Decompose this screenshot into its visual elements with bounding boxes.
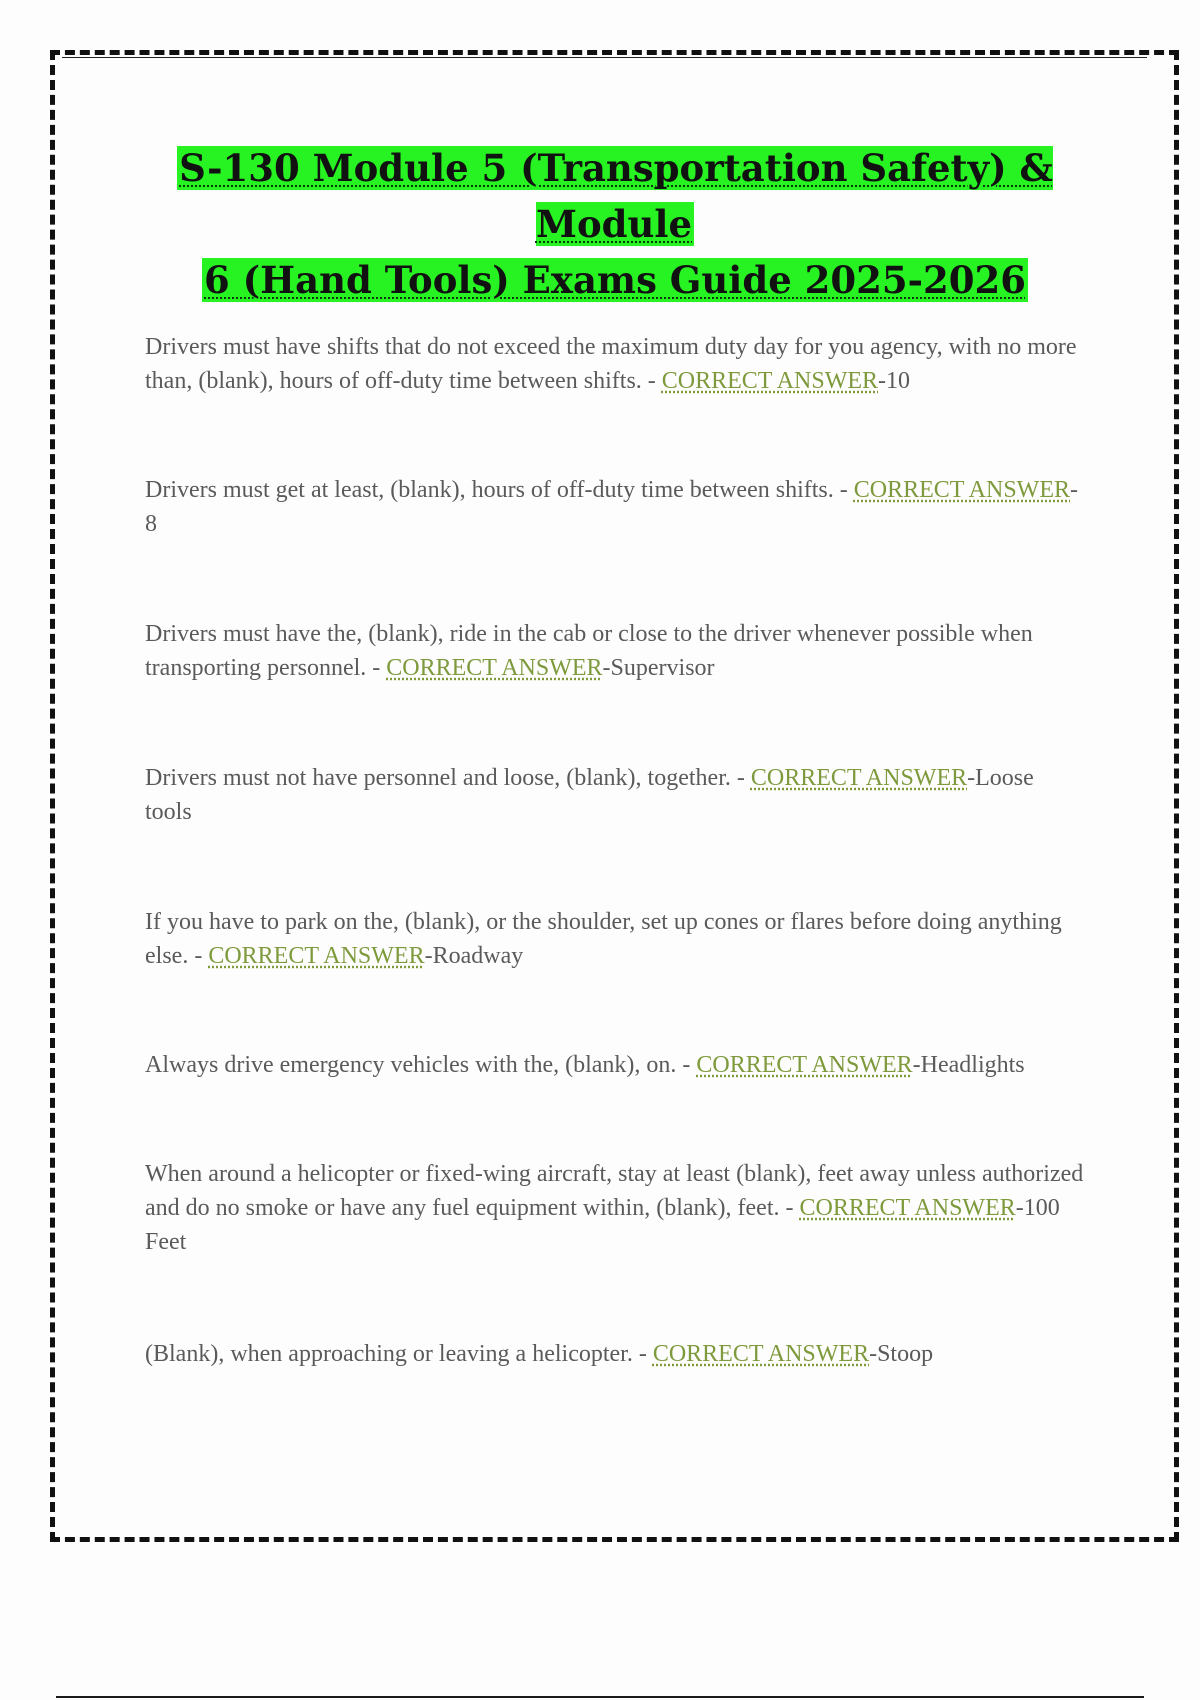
answer-text: -Loose tools — [145, 765, 1034, 825]
answer-text: - 8 — [145, 477, 1078, 537]
question-text: (Blank), when approaching or leaving a helicopter. - — [145, 1341, 653, 1367]
correct-answer-label: CORRECT ANSWER — [661, 368, 879, 394]
question-item-3 — [145, 617, 1085, 685]
question-text: Drivers must get at least, (blank), hours of off-duty time between shifts. - — [145, 477, 854, 503]
footer-rule — [56, 1696, 1144, 1698]
question-item-5 — [145, 905, 1085, 973]
correct-answer-label: CORRECT ANSWER — [750, 765, 968, 791]
question-item-2 — [145, 473, 1085, 541]
document-title — [120, 140, 1110, 308]
question-text: When around a helicopter or fixed-wing aircraft, stay at least (blank), feet away unless authorized and do no smoke or have any fuel equipment within, (blank), feet. - — [145, 1161, 1084, 1221]
question-text: Drivers must have the, (blank), ride in the cab or close to the driver whenever possible when transporting personnel. - — [145, 621, 1033, 681]
question-text: Drivers must have shifts that do not exceed the maximum duty day for you agency, with no more than, (blank), hours of off-duty time between shifts. - — [145, 334, 1077, 394]
answer-text: -Stoop — [869, 1341, 934, 1367]
header-rule — [62, 57, 1147, 58]
question-text: Drivers must not have personnel and loose, (blank), together. - — [145, 765, 751, 791]
title-line-2: 6 (Hand Tools) Exams Guide 2025-2026 — [204, 258, 1026, 302]
answer-text: -Roadway — [424, 943, 524, 969]
question-item-6 — [145, 1048, 1085, 1082]
answer-text: -Supervisor — [602, 655, 715, 681]
question-item-8 — [145, 1337, 1085, 1371]
correct-answer-label: CORRECT ANSWER — [386, 655, 603, 681]
correct-answer-label: CORRECT ANSWER — [799, 1195, 1016, 1221]
correct-answer-label: CORRECT ANSWER — [208, 943, 425, 969]
question-item-7 — [145, 1157, 1085, 1259]
answer-text: -100 Feet — [145, 1195, 1060, 1255]
title-line-1: S-130 Module 5 (Transportation Safety) & Module — [179, 146, 1053, 246]
answer-text: -Headlights — [912, 1052, 1025, 1078]
correct-answer-label: CORRECT ANSWER — [696, 1052, 913, 1078]
question-item-4 — [145, 761, 1085, 829]
question-text: Always drive emergency vehicles with the, (blank), on. - — [145, 1052, 697, 1078]
question-item-1 — [145, 330, 1085, 398]
correct-answer-label: CORRECT ANSWER — [652, 1341, 870, 1367]
question-text: If you have to park on the, (blank), or the shoulder, set up cones or flares before doing anything else. - — [145, 909, 1062, 969]
answer-text: -10 — [878, 368, 911, 394]
correct-answer-label: CORRECT ANSWER — [853, 477, 1070, 503]
